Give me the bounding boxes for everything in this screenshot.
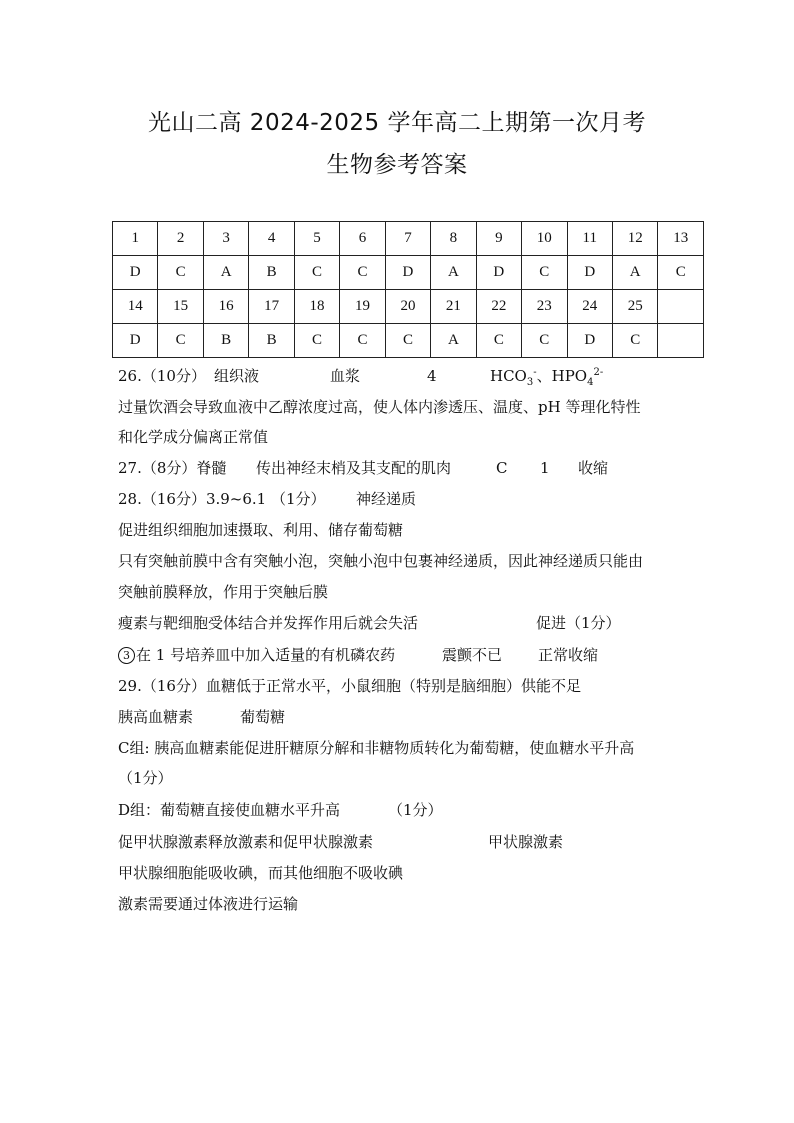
q28-line6-left xyxy=(118,645,395,665)
answer-cell xyxy=(658,324,704,358)
question-number-cell: 3 xyxy=(203,222,248,256)
q27-answer-3: C xyxy=(496,459,508,477)
answer-cell: B xyxy=(249,256,294,290)
question-number-cell: 13 xyxy=(658,222,704,256)
q26-line2: 过量饮酒会导致血液中乙醇浓度过高，使人体内渗透压、温度、pH 等理化特性 xyxy=(118,398,641,416)
question-number-cell: 7 xyxy=(385,222,430,256)
q29-line5-left: D组：葡萄糖直接使血糖水平升高 xyxy=(118,801,341,819)
table-row xyxy=(113,290,704,324)
q28-line5-right: 促进（1分） xyxy=(536,614,621,632)
answer-cell: C xyxy=(612,324,657,358)
answer-cell: C xyxy=(476,324,521,358)
q26-hpo4-subscript: 4 xyxy=(587,377,594,388)
question-number-cell: 15 xyxy=(158,290,203,324)
question-number-cell: 14 xyxy=(113,290,158,324)
q26-answer-4 xyxy=(490,366,603,386)
q27-answer-5: 收缩 xyxy=(578,459,609,477)
question-number-cell: 19 xyxy=(340,290,385,324)
question-number-cell: 10 xyxy=(522,222,567,256)
question-number-cell: 20 xyxy=(385,290,430,324)
answer-cell: A xyxy=(612,256,657,290)
answer-cell: D xyxy=(385,256,430,290)
question-number-cell: 2 xyxy=(158,222,203,256)
question-number-cell: 8 xyxy=(431,222,476,256)
question-number-cell: 1 xyxy=(113,222,158,256)
q29-line6-right: 甲状腺激素 xyxy=(488,833,564,851)
answer-cell: C xyxy=(522,324,567,358)
q27-heading: 27.（8分）脊髓 xyxy=(118,459,227,477)
question-number-cell: 11 xyxy=(567,222,612,256)
q29-line5-right: （1分） xyxy=(388,801,443,819)
table-row xyxy=(113,256,704,290)
q28-line6-text: 在 1 号培养皿中加入适量的有机磷农药 xyxy=(136,646,396,664)
q26-answer-1: 组织液 xyxy=(214,367,260,385)
answer-cell: A xyxy=(203,256,248,290)
q26-hco3-subscript: 3 xyxy=(526,377,534,388)
question-number-cell: 23 xyxy=(522,290,567,324)
answer-cell: D xyxy=(113,256,158,290)
document-title: 光山二高 2024-2025 学年高二上期第一次月考 xyxy=(148,110,646,136)
q26-hpo4-charge: 2- xyxy=(593,367,604,378)
q29-line1: 29.（16分）血糖低于正常水平，小鼠细胞（特别是脑细胞）供能不足 xyxy=(118,677,581,695)
question-number-cell: 24 xyxy=(567,290,612,324)
q28-line6-right: 正常收缩 xyxy=(538,646,599,664)
q29-line8: 激素需要通过体液进行运输 xyxy=(118,895,299,913)
answer-cell: C xyxy=(294,324,339,358)
q27-answer-4: 1 xyxy=(540,459,550,477)
table-row xyxy=(113,222,704,256)
answer-cell: D xyxy=(476,256,521,290)
answer-table xyxy=(112,221,704,358)
circled-number: 3 xyxy=(118,647,135,664)
q29-line4: （1分） xyxy=(118,769,173,787)
answer-cell: A xyxy=(431,256,476,290)
q28-line4: 突触前膜释放，作用于突触后膜 xyxy=(118,583,329,601)
q28-heading: 28.（16分）3.9~6.1 （1分） xyxy=(118,490,326,508)
question-number-cell: 18 xyxy=(294,290,339,324)
answer-cell: C xyxy=(658,256,704,290)
q26-line3: 和化学成分偏离正常值 xyxy=(118,428,269,446)
q29-line3: C组: 胰高血糖素能促进肝糖原分解和非糖物质转化为葡萄糖，使血糖水平升高 xyxy=(118,739,635,757)
q29-line6-left: 促甲状腺激素释放激素和促甲状腺激素 xyxy=(118,833,374,851)
q26-hco3: HCO xyxy=(490,367,527,385)
answer-cell: B xyxy=(203,324,248,358)
q28-answer-2: 神经递质 xyxy=(356,490,417,508)
q26-answer-3: 4 xyxy=(427,367,437,385)
question-number-cell: 9 xyxy=(476,222,521,256)
q28-line6-mid: 震颤不已 xyxy=(442,646,503,664)
q26-answer-2: 血浆 xyxy=(330,367,361,385)
q28-line3: 只有突触前膜中含有突触小泡，突触小泡中包裹神经递质，因此神经递质只能由 xyxy=(118,552,644,570)
question-number-cell: 16 xyxy=(203,290,248,324)
answer-cell: C xyxy=(522,256,567,290)
question-number-cell: 12 xyxy=(612,222,657,256)
question-number-cell: 17 xyxy=(249,290,294,324)
q29-line2-left: 胰高血糖素 xyxy=(118,708,194,726)
q28-line5-left: 瘦素与靶细胞受体结合并发挥作用后就会失活 xyxy=(118,614,419,632)
answer-cell: A xyxy=(431,324,476,358)
document-subtitle: 生物参考答案 xyxy=(326,152,468,178)
answer-cell: C xyxy=(158,324,203,358)
answer-cell: D xyxy=(567,324,612,358)
question-number-cell: 25 xyxy=(612,290,657,324)
q29-line7: 甲状腺细胞能吸收碘，而其他细胞不吸收碘 xyxy=(118,864,404,882)
answer-cell: D xyxy=(567,256,612,290)
q27-answer-2: 传出神经末梢及其支配的肌肉 xyxy=(256,459,452,477)
q28-line2: 促进组织细胞加速摄取、利用、储存葡萄糖 xyxy=(118,521,404,539)
answer-cell: C xyxy=(158,256,203,290)
answer-cell: C xyxy=(340,324,385,358)
question-number-cell xyxy=(658,290,704,324)
q26-heading: 26.（10分） xyxy=(118,367,206,385)
table-row xyxy=(113,324,704,358)
question-number-cell: 4 xyxy=(249,222,294,256)
answer-cell: C xyxy=(294,256,339,290)
answer-cell: B xyxy=(249,324,294,358)
answer-cell: D xyxy=(113,324,158,358)
question-number-cell: 6 xyxy=(340,222,385,256)
question-number-cell: 22 xyxy=(476,290,521,324)
question-number-cell: 5 xyxy=(294,222,339,256)
q26-hco3-charge: - xyxy=(533,367,537,378)
answer-cell: C xyxy=(340,256,385,290)
q26-hpo4: 、HPO xyxy=(536,367,588,385)
q29-line2-right: 葡萄糖 xyxy=(240,708,286,726)
question-number-cell: 21 xyxy=(431,290,476,324)
answer-cell: C xyxy=(385,324,430,358)
